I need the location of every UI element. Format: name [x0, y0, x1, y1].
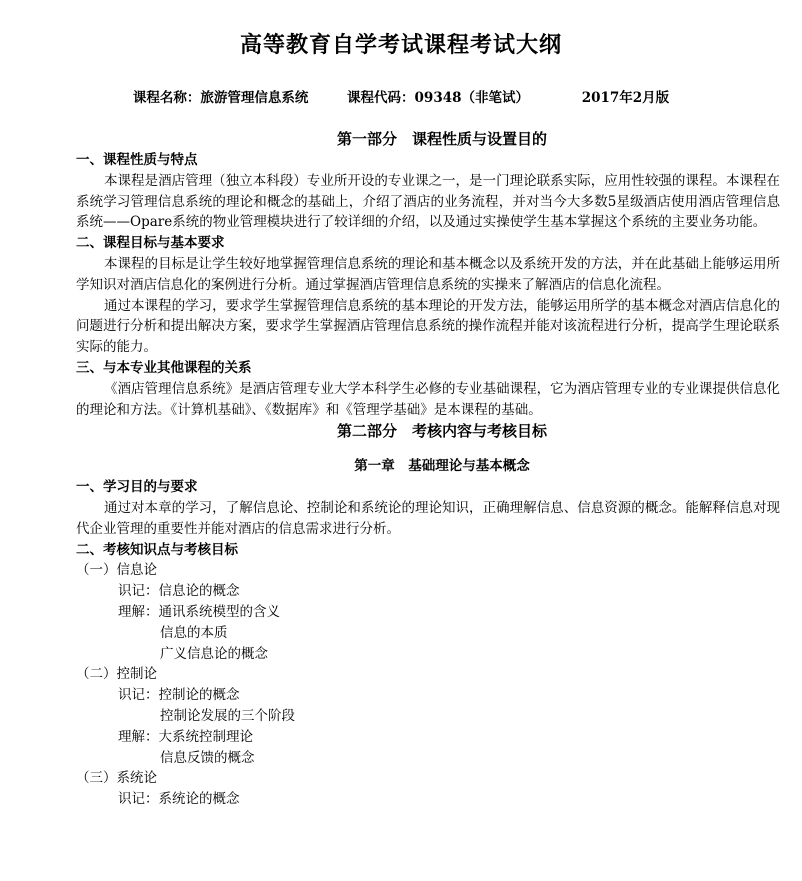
- course-meta: [0, 86, 802, 106]
- outline-item: 识记：控制论的概念: [118, 687, 240, 704]
- course-name: 课程名称：旅游管理信息系统: [132, 90, 309, 106]
- part2-heading: 第二部分 考核内容与考核目标: [336, 422, 547, 441]
- outline-item: （三）系统论: [76, 770, 157, 787]
- edition: 2017年2月版: [581, 90, 670, 106]
- course-code: 课程代码：09348（非笔试）: [347, 90, 529, 106]
- section-heading: 二、课程目标与基本要求: [76, 235, 225, 252]
- outline-item: 理解：大系统控制理论: [118, 728, 253, 745]
- outline-item: 广义信息论的概念: [160, 645, 268, 662]
- section-heading: 二、考核知识点与考核目标: [76, 541, 238, 558]
- outline-item: 识记：系统论的概念: [118, 791, 240, 808]
- paragraph: 通过本课程的学习，要求学生掌握管理信息系统的基本理论的开发方法，能够运用所学的基本概念对酒店信息化的问题进行分析和提出解决方案，要求学生掌握酒店管理信息系统的操作流程并能对该流程进行分析，提高学生理论联系实际的能力。: [76, 297, 780, 356]
- section-heading: 一、学习目的与要求: [76, 479, 198, 496]
- section-heading: 一、课程性质与特点: [76, 152, 198, 168]
- outline-item: 信息反馈的概念: [160, 749, 255, 766]
- outline-item: （一）信息论: [76, 562, 157, 579]
- part1-heading: 第一部分 课程性质与设置目的: [336, 130, 547, 148]
- outline-item: 控制论发展的三个阶段: [160, 707, 295, 724]
- paragraph: 《酒店管理信息系统》是酒店管理专业大学本科学生必修的专业基础课程，它为酒店管理专业的专业课提供信息化的理论和方法。《计算机基础》、《数据库》和《管理学基础》是本课程的基础。: [76, 380, 780, 418]
- outline-item: 理解：通讯系统模型的含义: [118, 603, 280, 620]
- outline-item: （二）控制论: [76, 666, 157, 683]
- paragraph: 通过对本章的学习，了解信息论、控制论和系统论的理论知识，正确理解信息、信息资源的概念。能解释信息对现代企业管理的重要性并能对酒店的信息需求进行分析。: [76, 499, 780, 537]
- outline-item: 信息的本质: [160, 624, 228, 641]
- document-body: [76, 128, 780, 810]
- document-title: 高等教育自学考试课程考试大纲: [239, 32, 562, 58]
- paragraph: 本课程的目标是让学生较好地掌握管理信息系统的理论和基本概念以及系统开发的方法，并在此基础上能够运用所学知识对酒店信息化的案例进行分析。通过掌握酒店管理信息系统的实操来了解酒店的信息化流程。: [76, 255, 780, 293]
- paragraph: 本课程是酒店管理（独立本科段）专业所开设的专业课之一，是一门理论联系实际，应用性较强的课程。本课程在系统学习管理信息系统的理论和概念的基础上，介绍了酒店的业务流程，并对当今大多数5星级酒店使用酒店管理信息系统——Opare系统的物业管理模块进行了较详细的介绍，以及通过实操使学生基本掌握这个系统的主要业务功能。: [76, 172, 780, 231]
- section-heading: 三、与本专业其他课程的关系: [76, 359, 252, 376]
- chapter-heading: 第一章 基础理论与基本概念: [354, 458, 530, 475]
- outline-item: 识记：信息论的概念: [118, 583, 240, 600]
